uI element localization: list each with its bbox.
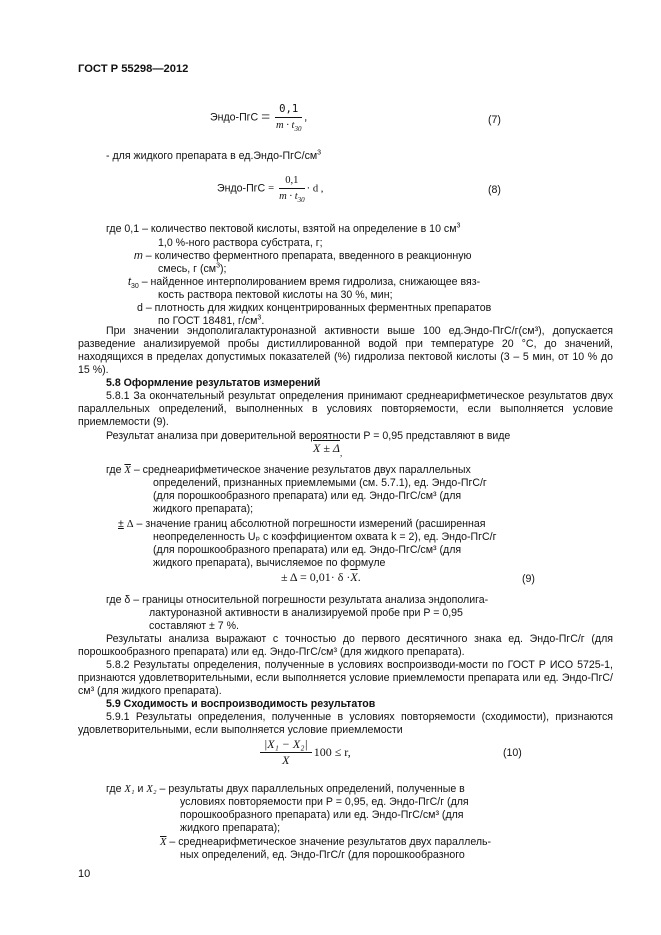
where2-d-line4: жидкого препарата), вычисляемое по формуле — [153, 557, 386, 569]
where1-g-text: где 0,1 – количество пектовой кислоты, взятой на определение в 10 см — [106, 223, 457, 235]
where2-d-line1 — [118, 518, 485, 531]
paragraph-5-9-1: 5.9.1 Результаты определения, полученные в условиях повторяемости (сходимости), признаются удовлетворительными, если выполняется условие приемлемости — [78, 711, 613, 736]
where1-m-text: – количество ферментного препарата, введенного в реакционную — [142, 250, 472, 262]
section-5-8-heading: 5.8 Оформление результатов измерений — [106, 377, 321, 389]
eq7-denominator — [275, 118, 302, 132]
equation-9 — [281, 571, 361, 584]
where1-m2-end: ); — [220, 263, 227, 275]
eq8-den-sub: 30 — [297, 196, 305, 205]
where1-t-line1 — [128, 276, 480, 289]
where4-and: и — [137, 783, 144, 795]
where1-g-line1 — [106, 223, 460, 236]
equation-10 — [258, 738, 351, 767]
paragraph-5-8-1: 5.8.1 За окончательный результат определения принимают среднеарифметическое результатов двух параллельных определений, выполненных в условиях повторяемости, если выполняется условие приемлемости (9). — [78, 390, 613, 428]
where1-g-line2: 1,0 %-ного раствора субстрата, г; — [158, 237, 323, 249]
paragraph-dilution: При значении эндополигалактуроназной активности выше 100 ед.Эндо-ПгС/г(см³), допускается разведение анализируемой пробы дистиллированной водой при температуре 20 °С, до значений, находящихся в пределах допустимых показателей (%) гидролиза пектовой кислоты (3 – 5 мин, от 10 % до 15 %). — [78, 325, 613, 376]
where1-d2-text: по ГОСТ 18481, г/см — [158, 315, 258, 327]
where4-intro: где — [106, 783, 122, 795]
section-5-9-heading: 5.9 Сходимость и воспроизводимость результатов — [106, 698, 376, 710]
eq10-denominator: X — [282, 753, 290, 767]
eq8-fraction — [279, 174, 305, 203]
result-form-trail: , — [339, 448, 343, 458]
result-form — [313, 442, 342, 460]
where1-d2-end: . — [261, 315, 265, 327]
where1-m-line2 — [158, 263, 226, 276]
liquid-intro-text: - для жидкого препарата в ед.Эндо-ПгС/см — [106, 150, 318, 162]
where4-line4: жидкого препарата); — [180, 822, 281, 834]
where1-m2-sup: 3 — [216, 262, 220, 270]
where2-x-intro: где — [106, 464, 122, 476]
where4-line1 — [106, 783, 465, 796]
eq8-den-text: m · t — [279, 191, 298, 202]
where4-xbar-sym: $\overline{X}$ — [160, 837, 167, 848]
where4-line3: порошкообразного препарата) или ед. Эндо-ПгС/см³ (для — [180, 809, 464, 821]
where2-x-text1: – среднеарифметическое значение результатов двух параллельных — [130, 464, 471, 476]
eq10-rhs: 100 ≤ r, — [313, 745, 351, 759]
eq8-denominator — [279, 189, 305, 203]
equation-7 — [210, 103, 307, 132]
eq9-x: $\overline{X}$ — [350, 570, 358, 584]
eq8-numerator: 0,1 — [279, 174, 305, 189]
equation-8 — [217, 174, 323, 203]
paragraph-5-8-2: 5.8.2 Результаты определения, полученные в условиях воспроизводи-мости по ГОСТ Р ИСО 5725-1, признаются удовлетворительными, если выполняется условие приемлемости препарата или ед. Эндо-ПгС/см³ (для жидкого препарата). — [78, 659, 613, 697]
liquid-intro — [106, 150, 321, 163]
where2-x-line2: определений, признанных приемлемыми (см. 5.7.1), ед. Эндо-ПгС/г — [153, 477, 487, 489]
where2-d-line3: (для порошкообразного препарата) или ед. Эндо-ПгС/см³ (для — [153, 544, 462, 556]
eq7-den-text: m · t — [275, 120, 295, 131]
where1-d-line1: d – плотность для жидких концентрированных ферментных препаратов — [137, 302, 492, 314]
eq10-number: (10) — [503, 747, 522, 759]
where1-m-sym: m — [134, 250, 143, 262]
where1-t-text: – найденное интерполированием время гидролиза, снижающее вяз- — [138, 276, 481, 288]
where2-x-line4: жидкого препарата); — [153, 503, 254, 515]
paragraph-express: Результаты анализа выражают с точностью до первого десятичного знака ед. Эндо-ПгС/г (для порошкообразного препарата) или ед. Эндо-ПгС/см³ (для жидкого препарата). — [78, 633, 613, 658]
where2-x-line3: (для порошкообразного препарата) или ед. Эндо-ПгС/см³ (для — [153, 490, 462, 502]
paragraph-result: Результат анализа при доверительной вероятности P = 0,95 представляют в виде — [106, 430, 511, 442]
eq9-trail: . — [357, 570, 361, 584]
where2-x-sym: $\overline{X}$ — [124, 465, 131, 476]
eq10-fraction — [260, 738, 312, 767]
where3-line2: лактуроназной активности в анализируемой пробе при P = 0,95 — [149, 607, 463, 619]
eq10-numerator: |X₁ − X₂| — [260, 738, 312, 753]
eq7-numerator: 0,1 — [275, 103, 302, 118]
eq7-trail: , — [304, 111, 308, 124]
eq8-number: (8) — [488, 184, 501, 196]
where4-xbar-text1: – среднеарифметическое значение результатов двух параллель- — [166, 836, 492, 848]
result-form-x: X ± Δ — [313, 441, 340, 455]
where1-m-line1 — [134, 250, 471, 263]
where2-d-line2: неопределенность Uₚ с коэффициентом охвата k = 2), ед. Эндо-ПгС/г — [153, 531, 497, 543]
where4-x1: X₁ — [124, 784, 135, 795]
where1-t-sym: t — [128, 276, 131, 288]
where2-d-sym: Δ — [126, 519, 134, 530]
where3-line1: где δ – границы относительной погрешности результата анализа эндополига- — [106, 594, 489, 606]
eq7-equals: = — [261, 109, 271, 126]
document-header: ГОСТ Р 55298—2012 — [78, 63, 189, 75]
eq7-fraction — [275, 103, 302, 132]
where2-x-line1 — [106, 464, 471, 477]
where4-xbar-line2: ных определений, ед. Эндо-ПгС/г (для порошкообразного — [180, 849, 465, 861]
where4-text1: – результаты двух параллельных определений, полученные в — [156, 783, 465, 795]
where4-x2: X₂ — [146, 784, 157, 795]
eq8-label: Эндо-ПгС — [217, 182, 266, 195]
where2-d-prefix: ± — [118, 518, 124, 530]
eq7-number: (7) — [488, 114, 501, 126]
eq9-number: (9) — [522, 573, 535, 585]
liquid-intro-sup: 3 — [317, 149, 322, 157]
where1-m2-text: смесь, г (см — [158, 263, 217, 275]
where4-xbar-line1 — [160, 836, 491, 849]
where1-t-sub: 30 — [130, 283, 139, 291]
where1-g-sup: 3 — [456, 222, 461, 230]
where3-line3: составляют ± 7 %. — [149, 620, 239, 632]
where1-d2-sup: 3 — [257, 314, 262, 322]
eq7-den-sub: 30 — [294, 125, 302, 134]
where4-line2: условиях повторяемости при P = 0,95, ед. Эндо-ПгС/г (для — [180, 796, 469, 808]
eq9-lhs: ± Δ = 0,01· δ · — [281, 570, 351, 584]
eq8-trail: · d , — [306, 183, 324, 195]
eq8-equals: = — [268, 183, 275, 194]
page-number: 10 — [78, 868, 91, 880]
where1-t-line2: кость раствора пектовой кислоты на 30 %, мин; — [158, 289, 393, 301]
where2-d-text1: – значение границ абсолютной погрешности измерений (расширенная — [133, 518, 486, 530]
eq7-label: Эндо-ПгС — [210, 111, 259, 124]
